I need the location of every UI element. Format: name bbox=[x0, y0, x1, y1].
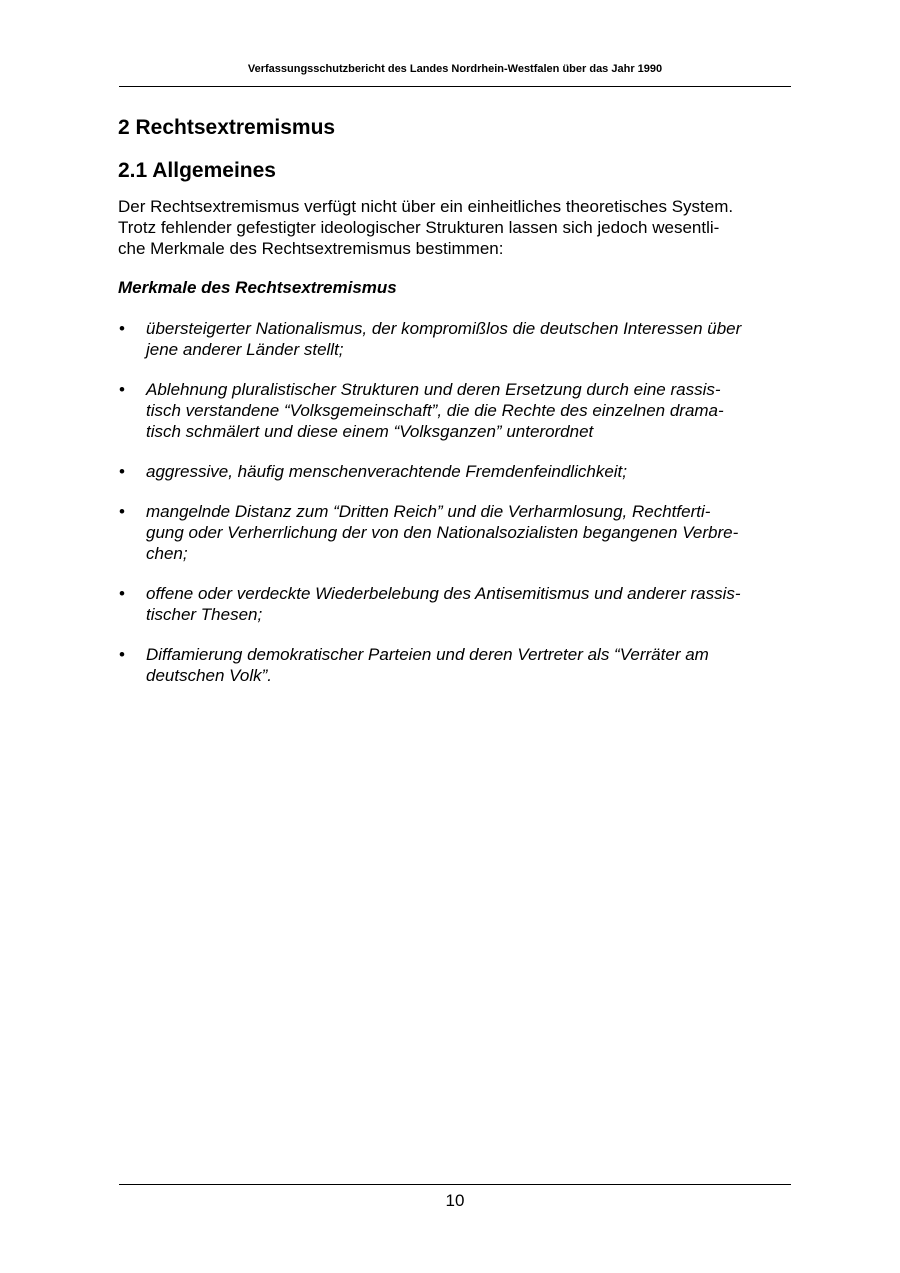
feature-line: offene oder verdeckte Wiederbelebung des Antisemitismus und anderer rassis- bbox=[146, 584, 741, 603]
feature-list-item bbox=[119, 379, 724, 442]
feature-text bbox=[146, 583, 741, 625]
feature-list-item bbox=[119, 501, 738, 564]
feature-line: tisch verstandene “Volksgemeinschaft”, die die Rechte des einzelnen drama- bbox=[146, 401, 724, 420]
feature-list-item bbox=[119, 318, 741, 360]
running-header-title: Verfassungsschutzbericht des Landes Nordrhein-Westfalen über das Jahr 1990 bbox=[247, 63, 663, 75]
bullet-icon: • bbox=[119, 319, 125, 338]
feature-line: tischer Thesen; bbox=[146, 605, 263, 624]
section-title: 2.1 Allgemeines bbox=[118, 159, 276, 182]
features-heading: Merkmale des Rechtsextremismus bbox=[118, 278, 397, 297]
intro-line: che Merkmale des Rechtsextremismus bestimmen: bbox=[118, 239, 504, 258]
bullet-icon: • bbox=[119, 380, 125, 399]
feature-line: chen; bbox=[146, 544, 188, 563]
feature-text bbox=[146, 318, 741, 360]
feature-line: übersteigerter Nationalismus, der kompromißlos die deutschen Interessen über bbox=[146, 319, 742, 338]
header-divider bbox=[119, 86, 791, 87]
feature-line: jene anderer Länder stellt; bbox=[146, 340, 344, 359]
feature-list-item bbox=[119, 461, 627, 482]
intro-line: Trotz fehlender gefestigter ideologischer Strukturen lassen sich jedoch wesentli- bbox=[118, 218, 720, 237]
feature-text bbox=[146, 379, 724, 442]
footer-divider bbox=[119, 1184, 791, 1185]
page-number: 10 bbox=[445, 1191, 465, 1210]
feature-line: aggressive, häufig menschenverachtende Fremdenfeindlichkeit; bbox=[146, 462, 627, 481]
bullet-icon: • bbox=[119, 584, 125, 603]
feature-line: deutschen Volk”. bbox=[146, 666, 272, 685]
feature-list-item bbox=[119, 583, 741, 625]
feature-line: mangelnde Distanz zum “Dritten Reich” und die Verharmlosung, Rechtferti- bbox=[146, 502, 711, 521]
bullet-icon: • bbox=[119, 502, 125, 521]
bullet-icon: • bbox=[119, 462, 125, 481]
feature-line: tisch schmälert und diese einem “Volksganzen” unterordnet bbox=[146, 422, 594, 441]
feature-text bbox=[146, 644, 709, 686]
intro-paragraph bbox=[118, 196, 733, 259]
feature-line: Ablehnung pluralistischer Strukturen und deren Ersetzung durch eine rassis- bbox=[146, 380, 721, 399]
feature-list-item bbox=[119, 644, 709, 686]
feature-text bbox=[146, 501, 738, 564]
bullet-icon: • bbox=[119, 645, 125, 664]
feature-line: Diffamierung demokratischer Parteien und deren Vertreter als “Verräter am bbox=[146, 645, 709, 664]
feature-line: gung oder Verherrlichung der von den Nationalsozialisten begangenen Verbre- bbox=[146, 523, 739, 542]
chapter-title: 2 Rechtsextremismus bbox=[118, 116, 336, 139]
feature-text bbox=[146, 461, 627, 482]
intro-line: Der Rechtsextremismus verfügt nicht über ein einheitliches theoretisches System. bbox=[118, 197, 734, 216]
